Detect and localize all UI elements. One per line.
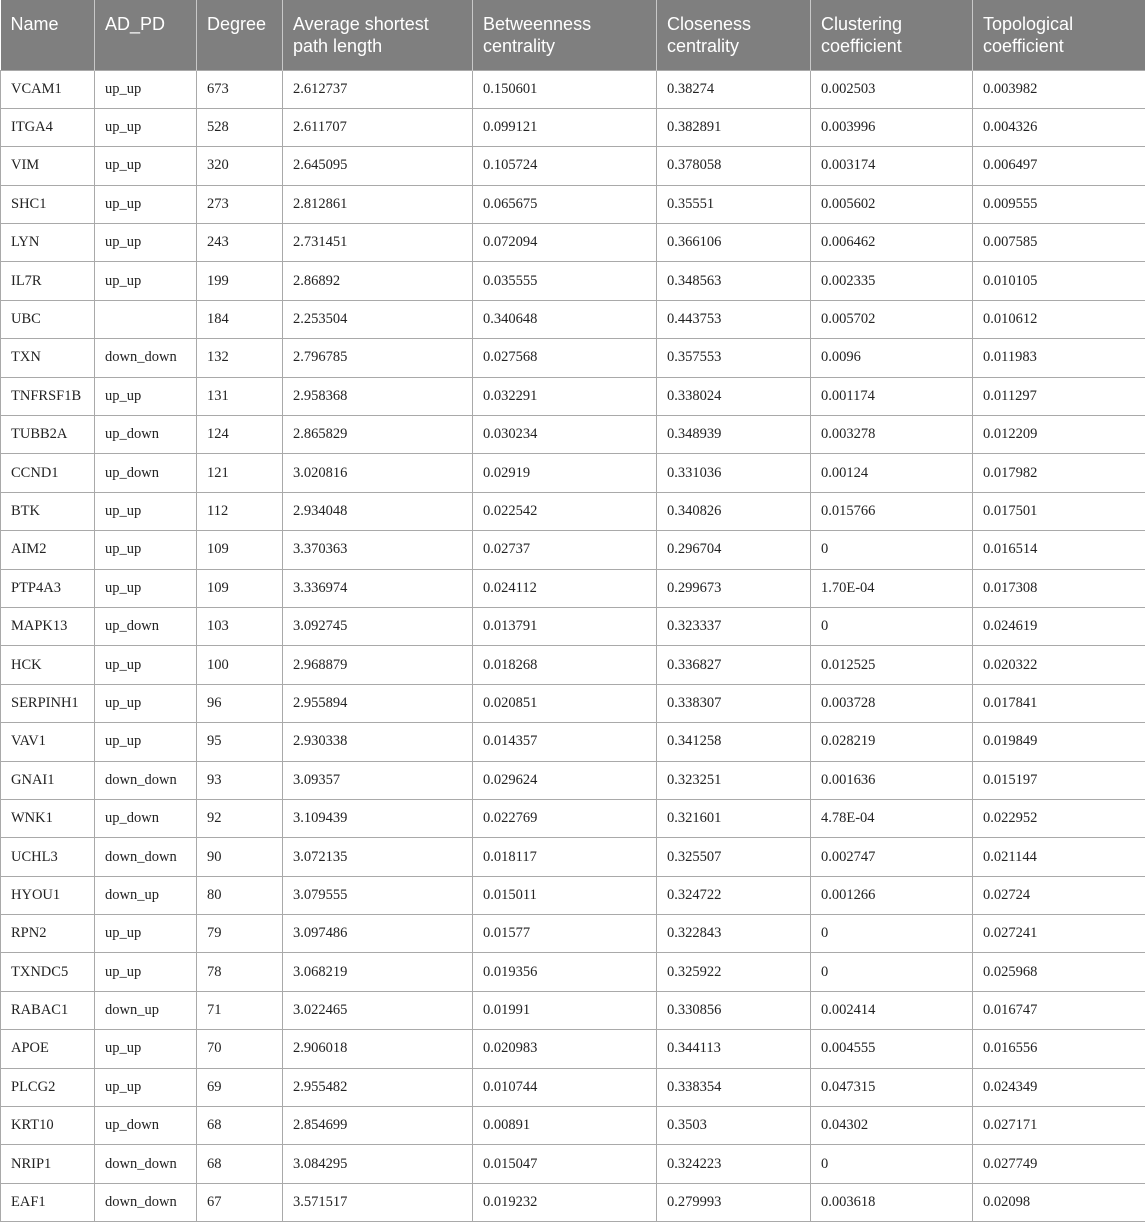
- cell-ad-pd: up_down: [95, 799, 197, 837]
- cell-topological: 0.017841: [973, 684, 1145, 722]
- cell-clustering: 0.006462: [811, 224, 973, 262]
- cell-clustering: 0: [811, 915, 973, 953]
- cell-name: PTP4A3: [1, 569, 95, 607]
- cell-avg-shortest-path: 2.934048: [283, 492, 473, 530]
- table-row: [1, 684, 1145, 722]
- cell-topological: 0.017501: [973, 492, 1145, 530]
- cell-avg-shortest-path: 3.020816: [283, 454, 473, 492]
- cell-name: SERPINH1: [1, 684, 95, 722]
- cell-betweenness: 0.027568: [473, 339, 657, 377]
- cell-name: HCK: [1, 646, 95, 684]
- cell-closeness: 0.331036: [657, 454, 811, 492]
- cell-betweenness: 0.013791: [473, 607, 657, 645]
- cell-clustering: 0.003174: [811, 147, 973, 185]
- cell-name: UBC: [1, 300, 95, 338]
- cell-ad-pd: up_up: [95, 915, 197, 953]
- table-row: [1, 531, 1145, 569]
- cell-clustering: 0: [811, 531, 973, 569]
- cell-topological: 0.011297: [973, 377, 1145, 415]
- cell-closeness: 0.38274: [657, 70, 811, 108]
- cell-betweenness: 0.018268: [473, 646, 657, 684]
- cell-topological: 0.02098: [973, 1183, 1145, 1221]
- cell-avg-shortest-path: 3.022465: [283, 991, 473, 1029]
- cell-betweenness: 0.032291: [473, 377, 657, 415]
- cell-closeness: 0.382891: [657, 108, 811, 146]
- header-name: Name: [1, 0, 95, 70]
- cell-degree: 184: [197, 300, 283, 338]
- table-row: [1, 799, 1145, 837]
- cell-degree: 67: [197, 1183, 283, 1221]
- cell-topological: 0.024349: [973, 1068, 1145, 1106]
- cell-betweenness: 0.019356: [473, 953, 657, 991]
- cell-ad-pd: down_down: [95, 1183, 197, 1221]
- cell-name: APOE: [1, 1030, 95, 1068]
- cell-avg-shortest-path: 3.097486: [283, 915, 473, 953]
- cell-ad-pd: up_up: [95, 492, 197, 530]
- cell-closeness: 0.338354: [657, 1068, 811, 1106]
- cell-ad-pd: up_down: [95, 1107, 197, 1145]
- cell-betweenness: 0.02737: [473, 531, 657, 569]
- cell-topological: 0.016556: [973, 1030, 1145, 1068]
- cell-name: VIM: [1, 147, 95, 185]
- cell-name: TXNDC5: [1, 953, 95, 991]
- cell-betweenness: 0.029624: [473, 761, 657, 799]
- cell-ad-pd: up_up: [95, 1068, 197, 1106]
- cell-name: KRT10: [1, 1107, 95, 1145]
- cell-topological: 0.010612: [973, 300, 1145, 338]
- cell-degree: 93: [197, 761, 283, 799]
- cell-name: NRIP1: [1, 1145, 95, 1183]
- cell-name: UCHL3: [1, 838, 95, 876]
- cell-degree: 79: [197, 915, 283, 953]
- cell-betweenness: 0.022542: [473, 492, 657, 530]
- header-clustering: Clustering coefficient: [811, 0, 973, 70]
- table-row: [1, 569, 1145, 607]
- cell-ad-pd: down_down: [95, 339, 197, 377]
- cell-degree: 109: [197, 531, 283, 569]
- cell-betweenness: 0.014357: [473, 723, 657, 761]
- table-row: [1, 377, 1145, 415]
- table-row: [1, 761, 1145, 799]
- cell-closeness: 0.336827: [657, 646, 811, 684]
- table-row: [1, 70, 1145, 108]
- cell-avg-shortest-path: 2.955482: [283, 1068, 473, 1106]
- cell-avg-shortest-path: 3.068219: [283, 953, 473, 991]
- header-avg-shortest-path: Average shortest path length: [283, 0, 473, 70]
- table-row: [1, 915, 1145, 953]
- cell-ad-pd: up_up: [95, 185, 197, 223]
- cell-degree: 124: [197, 416, 283, 454]
- cell-closeness: 0.323251: [657, 761, 811, 799]
- cell-degree: 273: [197, 185, 283, 223]
- cell-betweenness: 0.024112: [473, 569, 657, 607]
- cell-closeness: 0.338307: [657, 684, 811, 722]
- cell-topological: 0.017308: [973, 569, 1145, 607]
- cell-closeness: 0.35551: [657, 185, 811, 223]
- cell-clustering: 0.003728: [811, 684, 973, 722]
- table-row: [1, 1145, 1145, 1183]
- cell-betweenness: 0.020983: [473, 1030, 657, 1068]
- cell-ad-pd: [95, 300, 197, 338]
- cell-topological: 0.022952: [973, 799, 1145, 837]
- cell-avg-shortest-path: 3.084295: [283, 1145, 473, 1183]
- cell-topological: 0.021144: [973, 838, 1145, 876]
- cell-name: CCND1: [1, 454, 95, 492]
- cell-name: HYOU1: [1, 876, 95, 914]
- cell-closeness: 0.279993: [657, 1183, 811, 1221]
- cell-avg-shortest-path: 3.109439: [283, 799, 473, 837]
- table-row: [1, 492, 1145, 530]
- table-row: [1, 1183, 1145, 1221]
- cell-ad-pd: up_up: [95, 147, 197, 185]
- table-row: [1, 953, 1145, 991]
- cell-ad-pd: up_up: [95, 70, 197, 108]
- table-row: [1, 300, 1145, 338]
- cell-ad-pd: up_up: [95, 224, 197, 262]
- cell-ad-pd: up_up: [95, 531, 197, 569]
- table-row: [1, 224, 1145, 262]
- cell-avg-shortest-path: 2.645095: [283, 147, 473, 185]
- cell-clustering: 0.005702: [811, 300, 973, 338]
- cell-betweenness: 0.015047: [473, 1145, 657, 1183]
- cell-ad-pd: up_down: [95, 454, 197, 492]
- table-body: [1, 70, 1145, 1222]
- cell-clustering: 0: [811, 953, 973, 991]
- cell-ad-pd: up_up: [95, 262, 197, 300]
- cell-ad-pd: up_down: [95, 607, 197, 645]
- cell-name: AIM2: [1, 531, 95, 569]
- cell-topological: 0.020322: [973, 646, 1145, 684]
- cell-clustering: 0.001636: [811, 761, 973, 799]
- table-row: [1, 991, 1145, 1029]
- cell-name: EAF1: [1, 1183, 95, 1221]
- cell-avg-shortest-path: 2.968879: [283, 646, 473, 684]
- header-degree: Degree: [197, 0, 283, 70]
- cell-name: PLCG2: [1, 1068, 95, 1106]
- cell-clustering: 0: [811, 1145, 973, 1183]
- cell-clustering: 0.002335: [811, 262, 973, 300]
- cell-betweenness: 0.010744: [473, 1068, 657, 1106]
- cell-clustering: 0.002503: [811, 70, 973, 108]
- cell-name: TXN: [1, 339, 95, 377]
- cell-betweenness: 0.105724: [473, 147, 657, 185]
- cell-clustering: 0.047315: [811, 1068, 973, 1106]
- table-row: [1, 1107, 1145, 1145]
- table-row: [1, 1068, 1145, 1106]
- cell-degree: 103: [197, 607, 283, 645]
- cell-avg-shortest-path: 3.09357: [283, 761, 473, 799]
- cell-name: ITGA4: [1, 108, 95, 146]
- cell-name: IL7R: [1, 262, 95, 300]
- cell-degree: 199: [197, 262, 283, 300]
- cell-topological: 0.025968: [973, 953, 1145, 991]
- cell-degree: 90: [197, 838, 283, 876]
- cell-clustering: 0.002414: [811, 991, 973, 1029]
- cell-ad-pd: up_up: [95, 684, 197, 722]
- cell-ad-pd: down_down: [95, 838, 197, 876]
- cell-avg-shortest-path: 2.612737: [283, 70, 473, 108]
- table-row: [1, 339, 1145, 377]
- cell-closeness: 0.325507: [657, 838, 811, 876]
- cell-ad-pd: up_up: [95, 1030, 197, 1068]
- cell-degree: 132: [197, 339, 283, 377]
- table-row: [1, 147, 1145, 185]
- cell-ad-pd: down_down: [95, 1145, 197, 1183]
- cell-clustering: 0.015766: [811, 492, 973, 530]
- cell-betweenness: 0.099121: [473, 108, 657, 146]
- cell-name: GNAI1: [1, 761, 95, 799]
- header-row: [1, 0, 1145, 70]
- cell-clustering: 1.70E-04: [811, 569, 973, 607]
- cell-avg-shortest-path: 3.079555: [283, 876, 473, 914]
- cell-betweenness: 0.00891: [473, 1107, 657, 1145]
- cell-clustering: 0.001266: [811, 876, 973, 914]
- cell-topological: 0.016514: [973, 531, 1145, 569]
- cell-clustering: 0.00124: [811, 454, 973, 492]
- cell-ad-pd: up_up: [95, 377, 197, 415]
- cell-topological: 0.012209: [973, 416, 1145, 454]
- cell-clustering: 0.0096: [811, 339, 973, 377]
- cell-degree: 68: [197, 1107, 283, 1145]
- cell-degree: 673: [197, 70, 283, 108]
- table-row: [1, 876, 1145, 914]
- table-row: [1, 108, 1145, 146]
- cell-betweenness: 0.072094: [473, 224, 657, 262]
- cell-closeness: 0.357553: [657, 339, 811, 377]
- cell-clustering: 0.003996: [811, 108, 973, 146]
- cell-betweenness: 0.02919: [473, 454, 657, 492]
- cell-clustering: 0.04302: [811, 1107, 973, 1145]
- cell-avg-shortest-path: 3.336974: [283, 569, 473, 607]
- cell-avg-shortest-path: 2.796785: [283, 339, 473, 377]
- cell-closeness: 0.323337: [657, 607, 811, 645]
- cell-avg-shortest-path: 2.86892: [283, 262, 473, 300]
- cell-degree: 95: [197, 723, 283, 761]
- cell-topological: 0.019849: [973, 723, 1145, 761]
- cell-avg-shortest-path: 3.072135: [283, 838, 473, 876]
- cell-ad-pd: up_up: [95, 569, 197, 607]
- cell-topological: 0.015197: [973, 761, 1145, 799]
- cell-topological: 0.004326: [973, 108, 1145, 146]
- cell-topological: 0.007585: [973, 224, 1145, 262]
- cell-name: LYN: [1, 224, 95, 262]
- cell-betweenness: 0.01991: [473, 991, 657, 1029]
- table-row: [1, 262, 1145, 300]
- cell-degree: 69: [197, 1068, 283, 1106]
- cell-degree: 243: [197, 224, 283, 262]
- cell-clustering: 0: [811, 607, 973, 645]
- cell-closeness: 0.3503: [657, 1107, 811, 1145]
- cell-topological: 0.024619: [973, 607, 1145, 645]
- table-row: [1, 646, 1145, 684]
- cell-closeness: 0.299673: [657, 569, 811, 607]
- cell-closeness: 0.348939: [657, 416, 811, 454]
- cell-closeness: 0.321601: [657, 799, 811, 837]
- cell-name: RPN2: [1, 915, 95, 953]
- cell-clustering: 4.78E-04: [811, 799, 973, 837]
- cell-betweenness: 0.340648: [473, 300, 657, 338]
- cell-betweenness: 0.015011: [473, 876, 657, 914]
- cell-degree: 70: [197, 1030, 283, 1068]
- cell-ad-pd: up_down: [95, 416, 197, 454]
- cell-degree: 109: [197, 569, 283, 607]
- cell-degree: 320: [197, 147, 283, 185]
- cell-topological: 0.017982: [973, 454, 1145, 492]
- cell-ad-pd: down_down: [95, 761, 197, 799]
- cell-degree: 131: [197, 377, 283, 415]
- cell-clustering: 0.003278: [811, 416, 973, 454]
- cell-clustering: 0.012525: [811, 646, 973, 684]
- cell-clustering: 0.003618: [811, 1183, 973, 1221]
- cell-closeness: 0.341258: [657, 723, 811, 761]
- cell-name: MAPK13: [1, 607, 95, 645]
- cell-closeness: 0.324223: [657, 1145, 811, 1183]
- cell-topological: 0.010105: [973, 262, 1145, 300]
- cell-ad-pd: up_up: [95, 953, 197, 991]
- cell-avg-shortest-path: 2.812861: [283, 185, 473, 223]
- cell-clustering: 0.001174: [811, 377, 973, 415]
- cell-name: VAV1: [1, 723, 95, 761]
- cell-avg-shortest-path: 3.370363: [283, 531, 473, 569]
- cell-closeness: 0.340826: [657, 492, 811, 530]
- cell-degree: 80: [197, 876, 283, 914]
- cell-ad-pd: up_up: [95, 646, 197, 684]
- table-row: [1, 185, 1145, 223]
- cell-closeness: 0.366106: [657, 224, 811, 262]
- cell-avg-shortest-path: 2.958368: [283, 377, 473, 415]
- cell-topological: 0.02724: [973, 876, 1145, 914]
- cell-closeness: 0.378058: [657, 147, 811, 185]
- cell-topological: 0.003982: [973, 70, 1145, 108]
- cell-avg-shortest-path: 3.092745: [283, 607, 473, 645]
- table-row: [1, 838, 1145, 876]
- header-topological: Topological coefficient: [973, 0, 1145, 70]
- cell-degree: 112: [197, 492, 283, 530]
- table-row: [1, 416, 1145, 454]
- cell-clustering: 0.005602: [811, 185, 973, 223]
- cell-degree: 92: [197, 799, 283, 837]
- cell-avg-shortest-path: 2.253504: [283, 300, 473, 338]
- table-row: [1, 1030, 1145, 1068]
- cell-closeness: 0.330856: [657, 991, 811, 1029]
- cell-clustering: 0.004555: [811, 1030, 973, 1068]
- cell-avg-shortest-path: 2.955894: [283, 684, 473, 722]
- cell-closeness: 0.338024: [657, 377, 811, 415]
- cell-avg-shortest-path: 3.571517: [283, 1183, 473, 1221]
- cell-closeness: 0.324722: [657, 876, 811, 914]
- cell-ad-pd: down_up: [95, 991, 197, 1029]
- cell-betweenness: 0.030234: [473, 416, 657, 454]
- cell-degree: 121: [197, 454, 283, 492]
- cell-topological: 0.011983: [973, 339, 1145, 377]
- cell-closeness: 0.325922: [657, 953, 811, 991]
- cell-ad-pd: up_up: [95, 723, 197, 761]
- table-row: [1, 454, 1145, 492]
- header-betweenness: Betweenness centrality: [473, 0, 657, 70]
- cell-betweenness: 0.01577: [473, 915, 657, 953]
- cell-topological: 0.027171: [973, 1107, 1145, 1145]
- cell-name: BTK: [1, 492, 95, 530]
- cell-betweenness: 0.065675: [473, 185, 657, 223]
- cell-topological: 0.027241: [973, 915, 1145, 953]
- cell-betweenness: 0.035555: [473, 262, 657, 300]
- cell-topological: 0.006497: [973, 147, 1145, 185]
- cell-ad-pd: down_up: [95, 876, 197, 914]
- cell-degree: 96: [197, 684, 283, 722]
- cell-closeness: 0.348563: [657, 262, 811, 300]
- cell-closeness: 0.296704: [657, 531, 811, 569]
- cell-name: VCAM1: [1, 70, 95, 108]
- cell-avg-shortest-path: 2.731451: [283, 224, 473, 262]
- cell-name: TUBB2A: [1, 416, 95, 454]
- cell-avg-shortest-path: 2.930338: [283, 723, 473, 761]
- cell-degree: 100: [197, 646, 283, 684]
- cell-closeness: 0.443753: [657, 300, 811, 338]
- table-row: [1, 607, 1145, 645]
- cell-betweenness: 0.019232: [473, 1183, 657, 1221]
- cell-name: TNFRSF1B: [1, 377, 95, 415]
- cell-topological: 0.027749: [973, 1145, 1145, 1183]
- cell-clustering: 0.028219: [811, 723, 973, 761]
- table-row: [1, 723, 1145, 761]
- header-closeness: Closeness centrality: [657, 0, 811, 70]
- cell-betweenness: 0.150601: [473, 70, 657, 108]
- cell-topological: 0.016747: [973, 991, 1145, 1029]
- header-ad-pd: AD_PD: [95, 0, 197, 70]
- cell-betweenness: 0.020851: [473, 684, 657, 722]
- cell-clustering: 0.002747: [811, 838, 973, 876]
- cell-avg-shortest-path: 2.865829: [283, 416, 473, 454]
- cell-topological: 0.009555: [973, 185, 1145, 223]
- cell-avg-shortest-path: 2.611707: [283, 108, 473, 146]
- cell-closeness: 0.344113: [657, 1030, 811, 1068]
- cell-betweenness: 0.022769: [473, 799, 657, 837]
- cell-closeness: 0.322843: [657, 915, 811, 953]
- cell-ad-pd: up_up: [95, 108, 197, 146]
- cell-avg-shortest-path: 2.854699: [283, 1107, 473, 1145]
- cell-betweenness: 0.018117: [473, 838, 657, 876]
- cell-degree: 78: [197, 953, 283, 991]
- cell-degree: 71: [197, 991, 283, 1029]
- cell-name: RABAC1: [1, 991, 95, 1029]
- cell-degree: 68: [197, 1145, 283, 1183]
- cell-name: WNK1: [1, 799, 95, 837]
- cell-name: SHC1: [1, 185, 95, 223]
- cell-degree: 528: [197, 108, 283, 146]
- cell-avg-shortest-path: 2.906018: [283, 1030, 473, 1068]
